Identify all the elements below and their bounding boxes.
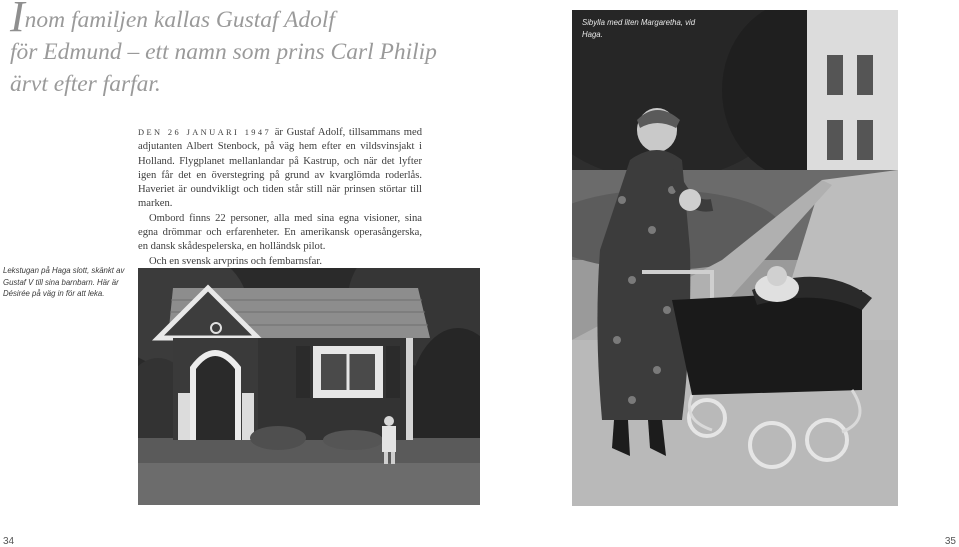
body-paragraph-1-text: är Gustaf Adolf, tillsammans med adjutanten Albert Stenbock, på väg hem efter en vildsvinsjakt i Holland. Flygplanet mellanlandar på Kastrup, och när det lyfter igen får det en överstegring på grund av kvarglömda roderlås. Haveriet är oundvikligt och tiden står still när prinsen störtar till marken. xyxy=(138,127,423,210)
page-number-left: 34 xyxy=(3,536,15,547)
photo-playhouse xyxy=(138,268,480,505)
body-text xyxy=(138,126,422,269)
body-paragraph-2: Ombord finns 22 personer, alla med sina egna visioner, sina egna drömmar och erfarenheter. En amerikansk operasångerska, en dansk skådespelerska, en holländsk pilot. xyxy=(138,212,422,253)
photo-sibylla-pram xyxy=(572,10,898,506)
page-number-right: 35 xyxy=(944,536,956,547)
pull-quote-line-1: nom familjen kallas Gustaf Adolf xyxy=(24,7,335,33)
body-paragraph-3: Och en svensk arvprins och fembarnsfar. xyxy=(149,255,322,267)
pull-quote-line-3: ärvt efter farfar. xyxy=(10,71,161,97)
caption-playhouse: Lekstugan på Haga slott, skänkt av Gustaf V till sina barnbarn. Här är Désirée på väg in för att leka. xyxy=(3,266,125,298)
pull-quote-line-2: för Edmund – ett namn som prins Carl Philip xyxy=(10,39,437,65)
pull-quote-initial: I xyxy=(10,0,25,41)
playhouse-illustration xyxy=(138,268,480,505)
pull-quote xyxy=(10,0,437,100)
dateline: DEN 26 JANUARI 1947 xyxy=(138,128,272,137)
sibylla-pram-illustration xyxy=(572,10,898,506)
caption-sibylla: Sibylla med liten Margaretha, vid Haga. xyxy=(582,18,696,39)
body-paragraph-1 xyxy=(138,126,422,212)
